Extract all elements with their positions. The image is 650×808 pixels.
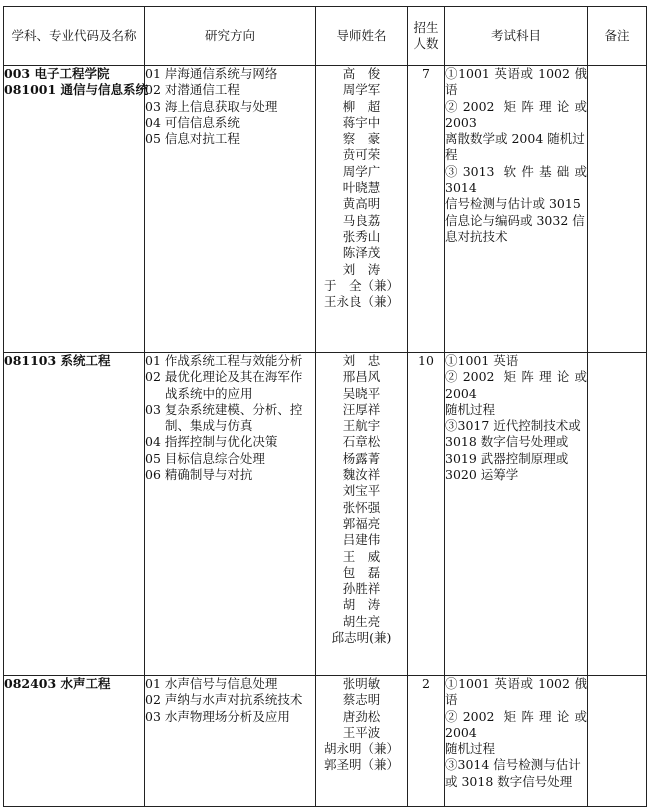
advisor-name: 刘 忠 xyxy=(342,353,381,368)
advisor-cell xyxy=(316,66,408,353)
advisor-name: 黄高明 xyxy=(342,196,381,212)
remarks-cell xyxy=(588,676,647,807)
exam-line: ②2002 矩阵理论或 2004 xyxy=(445,708,587,740)
enroll-count: 2 xyxy=(408,676,445,807)
advisor-name: 张明敏 xyxy=(342,676,381,691)
exam-cell xyxy=(445,353,588,676)
exam-line: 或 3018 数字信号处理 xyxy=(445,773,573,789)
direction-item: 02 最优化理论及其在海军作 xyxy=(145,369,303,385)
advisor-name: 陈泽茂 xyxy=(342,245,381,261)
advisor-name: 王永良（兼） xyxy=(323,294,399,310)
exam-line: 3020 运筹学 xyxy=(445,467,519,483)
header-direction: 研究方向 xyxy=(145,7,316,66)
subject-cell xyxy=(4,353,145,676)
advisor-name: 张秀山 xyxy=(342,228,381,244)
advisor-name: 邱志明(兼) xyxy=(331,630,392,646)
exam-line: 3018 数字信号处理或 xyxy=(445,434,569,450)
header-subject: 学科、专业代码及名称 xyxy=(4,7,145,66)
advisor-name: 胡 涛 xyxy=(342,597,381,613)
direction-item: 01 水声信号与信息处理 xyxy=(145,676,278,691)
direction-item: 06 精确制导与对抗 xyxy=(145,467,253,483)
remarks-cell xyxy=(588,353,647,676)
header-row xyxy=(4,7,647,66)
exam-line: ③3013 软件基础或 3014 xyxy=(445,163,587,196)
direction-item: 03 海上信息获取与处理 xyxy=(145,98,278,114)
exam-line: ③3017 近代控制技术或 xyxy=(445,418,581,434)
direction-item: 02 声纳与水声对抗系统技术 xyxy=(145,692,303,708)
advisor-name: 周学军 xyxy=(342,82,381,98)
advisor-name: 吴晓平 xyxy=(342,385,381,401)
table-row xyxy=(4,353,647,676)
exam-line: ②2002 矩阵理论或 2003 xyxy=(445,98,587,130)
exam-line: 信号检测与估计或 3015 xyxy=(445,196,581,212)
advisor-name: 王 威 xyxy=(342,548,381,564)
header-enroll-line1: 招生 xyxy=(413,19,439,35)
direction-item: 04 可信信息系统 xyxy=(145,114,240,130)
advisor-name: 蔡志明 xyxy=(342,692,381,708)
subject-line: 003 电子工程学院 xyxy=(4,66,110,81)
exam-line: ①1001 英语或 1002 俄语 xyxy=(445,676,587,708)
direction-item: 05 信息对抗工程 xyxy=(145,131,240,147)
direction-item: 02 对潜通信工程 xyxy=(145,82,240,98)
header-enroll-line2: 人数 xyxy=(413,36,439,51)
advisor-cell xyxy=(316,676,408,807)
advisor-name: 周学广 xyxy=(342,163,381,179)
exam-line: ①1001 英语或 1002 俄语 xyxy=(445,66,587,98)
exam-line: ③3014 信号检测与估计 xyxy=(445,757,581,773)
subject-line: 081001 通信与信息系统 xyxy=(4,82,149,98)
advisor-name: 包 磊 xyxy=(342,564,381,580)
subject-line: 081103 系统工程 xyxy=(4,353,111,368)
table-row xyxy=(4,66,647,353)
advisor-name: 马良荔 xyxy=(342,212,381,228)
advisor-name: 叶晓慧 xyxy=(342,180,381,196)
header-advisor: 导师姓名 xyxy=(316,7,408,66)
direction-item: 04 指挥控制与优化决策 xyxy=(145,434,278,450)
exam-cell xyxy=(445,66,588,353)
exam-line: 息对抗技术 xyxy=(445,228,508,244)
advisor-cell xyxy=(316,353,408,676)
advisor-name: 刘 涛 xyxy=(342,261,381,277)
advisor-name: 高 俊 xyxy=(342,66,381,81)
exam-line: 离散数学或 2004 随机过 xyxy=(445,131,585,147)
advisor-name: 柳 超 xyxy=(342,98,381,114)
direction-cell xyxy=(145,676,316,807)
direction-item: 制、集成与仿真 xyxy=(165,418,253,434)
header-exam: 考试科目 xyxy=(445,7,588,66)
direction-item: 05 目标信息综合处理 xyxy=(145,450,265,466)
advisor-name: 于 全（兼） xyxy=(323,277,399,293)
advisor-name: 唐劲松 xyxy=(342,708,381,724)
advisor-name: 孙胜祥 xyxy=(342,581,381,597)
advisor-name: 王平波 xyxy=(342,724,381,740)
remarks-cell xyxy=(588,66,647,353)
exam-cell xyxy=(445,676,588,807)
advisor-name: 邢昌风 xyxy=(342,369,381,385)
direction-cell xyxy=(145,353,316,676)
direction-item: 01 作战系统工程与效能分析 xyxy=(145,353,303,368)
advisor-name: 魏汝祥 xyxy=(342,467,381,483)
direction-item: 01 岸海通信系统与网络 xyxy=(145,66,278,81)
header-remarks: 备注 xyxy=(588,7,647,66)
direction-item: 03 复杂系统建模、分析、控 xyxy=(145,401,303,417)
direction-item: 战系统中的应用 xyxy=(165,385,253,401)
enroll-count: 7 xyxy=(408,66,445,353)
subject-cell xyxy=(4,676,145,807)
enroll-count: 10 xyxy=(408,353,445,676)
header-enroll xyxy=(408,7,445,66)
advisor-name: 郭圣明（兼） xyxy=(323,757,399,773)
advisor-name: 石章松 xyxy=(342,434,381,450)
advisor-name: 贲可荣 xyxy=(342,147,381,163)
advisor-name: 杨露菁 xyxy=(342,450,381,466)
exam-line: ②2002 矩阵理论或 2004 xyxy=(445,369,587,401)
subject-line: 082403 水声工程 xyxy=(4,676,111,691)
advisor-name: 王航宇 xyxy=(342,418,381,434)
exam-line: 程 xyxy=(445,147,458,163)
exam-line: 随机过程 xyxy=(445,741,496,757)
subject-cell xyxy=(4,66,149,353)
advisor-name: 胡生亮 xyxy=(342,613,381,629)
advisor-name: 汪厚祥 xyxy=(342,401,381,417)
exam-line: 随机过程 xyxy=(445,401,496,417)
advisor-name: 刘宝平 xyxy=(342,483,381,499)
direction-cell xyxy=(145,66,316,353)
advisor-name: 蒋宇中 xyxy=(342,114,381,130)
advisor-name: 郭福亮 xyxy=(342,515,381,531)
advisor-name: 吕建伟 xyxy=(342,532,381,548)
enrollment-catalog-table xyxy=(3,6,647,807)
advisor-name: 察 豪 xyxy=(342,131,381,147)
exam-line: 信息论与编码或 3032 信 xyxy=(445,212,585,228)
advisor-name: 张怀强 xyxy=(342,499,381,515)
exam-line: ①1001 英语 xyxy=(445,353,519,368)
table-row xyxy=(4,676,647,807)
advisor-name: 胡永明（兼） xyxy=(323,741,399,757)
direction-item: 03 水声物理场分析及应用 xyxy=(145,708,290,724)
exam-line: 3019 武器控制原理或 xyxy=(445,450,569,466)
